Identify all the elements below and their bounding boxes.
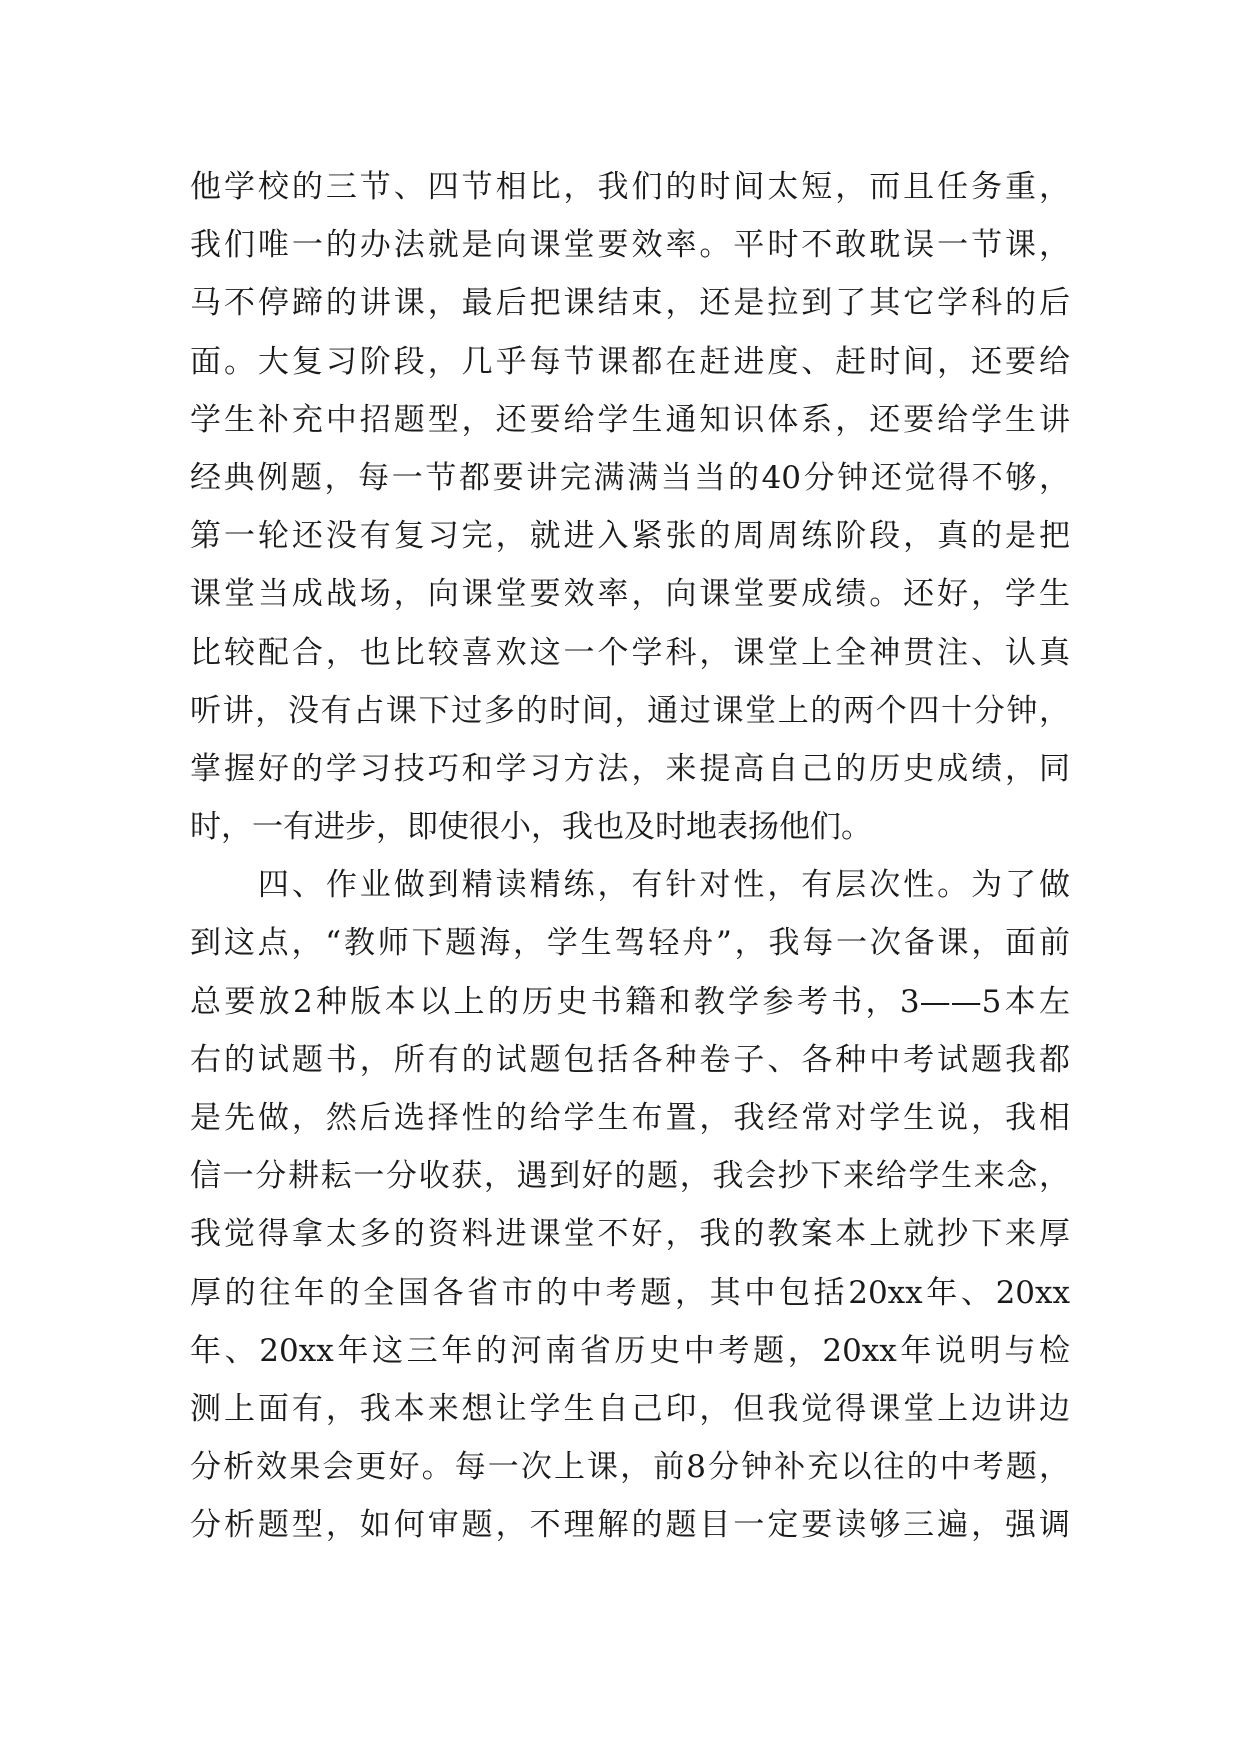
body-text	[190, 158, 1070, 1555]
text-line: 年、20xx年这三年的河南省历史中考题，20xx年说明与检	[190, 1332, 1070, 1369]
text-line: 掌握好的学习技巧和学习方法，来提高自己的历史成绩，同	[190, 750, 1070, 787]
text-line: 信一分耕耘一分收获，遇到好的题，我会抄下来给学生来念，	[190, 1158, 1070, 1195]
text-line: 他学校的三节、四节相比，我们的时间太短，而且任务重，	[190, 169, 1070, 205]
text-line: 分析效果会更好。每一次上课，前8分钟补充以往的中考题，	[190, 1449, 1070, 1486]
text-line: 马不停蹄的讲课，最后把课结束，还是拉到了其它学科的后	[190, 285, 1070, 322]
text-line: 学生补充中招题型，还要给学生通知识体系，还要给学生讲	[190, 401, 1070, 438]
text-line: 测上面有，我本来想让学生自己印，但我觉得课堂上边讲边	[190, 1390, 1070, 1427]
text-line: 分析题型，如何审题，不理解的题目一定要读够三遍，强调	[190, 1507, 1070, 1544]
text-line: 到这点，“教师下题海，学生驾轻舟”，我每一次备课，面前	[190, 925, 1070, 962]
text-line: 听讲，没有占课下过多的时间，通过课堂上的两个四十分钟，	[190, 692, 1070, 729]
text-line: 总要放2种版本以上的历史书籍和教学参考书，3——5本左	[190, 983, 1070, 1020]
text-line: 是先做，然后选择性的给学生布置，我经常对学生说，我相	[190, 1100, 1070, 1136]
text-line: 面。大复习阶段，几乎每节课都在赶进度、赶时间，还要给	[190, 343, 1070, 380]
text-line: 我觉得拿太多的资料进课堂不好，我的教案本上就抄下来厚	[190, 1216, 1070, 1253]
text-line: 厚的往年的全国各省市的中考题，其中包括20xx年、20xx	[190, 1274, 1070, 1311]
text-line: 我们唯一的办法就是向课堂要效率。平时不敢耽误一节课，	[190, 227, 1070, 264]
text-line: 第一轮还没有复习完，就进入紧张的周周练阶段，真的是把	[190, 518, 1070, 555]
paragraph-end-line: 时，一有进步，即使很小，我也及时地表扬他们。	[190, 809, 872, 846]
text-line: 比较配合，也比较喜欢这一个学科，课堂上全神贯注、认真	[190, 634, 1070, 671]
text-line: 课堂当成战场，向课堂要效率，向课堂要成绩。还好，学生	[190, 576, 1070, 613]
paragraph-start-line: 四、作业做到精读精练，有针对性，有层次性。为了做	[190, 867, 1070, 904]
text-line: 右的试题书，所有的试题包括各种卷子、各种中考试题我都	[190, 1041, 1070, 1078]
text-line: 经典例题，每一节都要讲完满满当当的40分钟还觉得不够，	[190, 459, 1070, 496]
